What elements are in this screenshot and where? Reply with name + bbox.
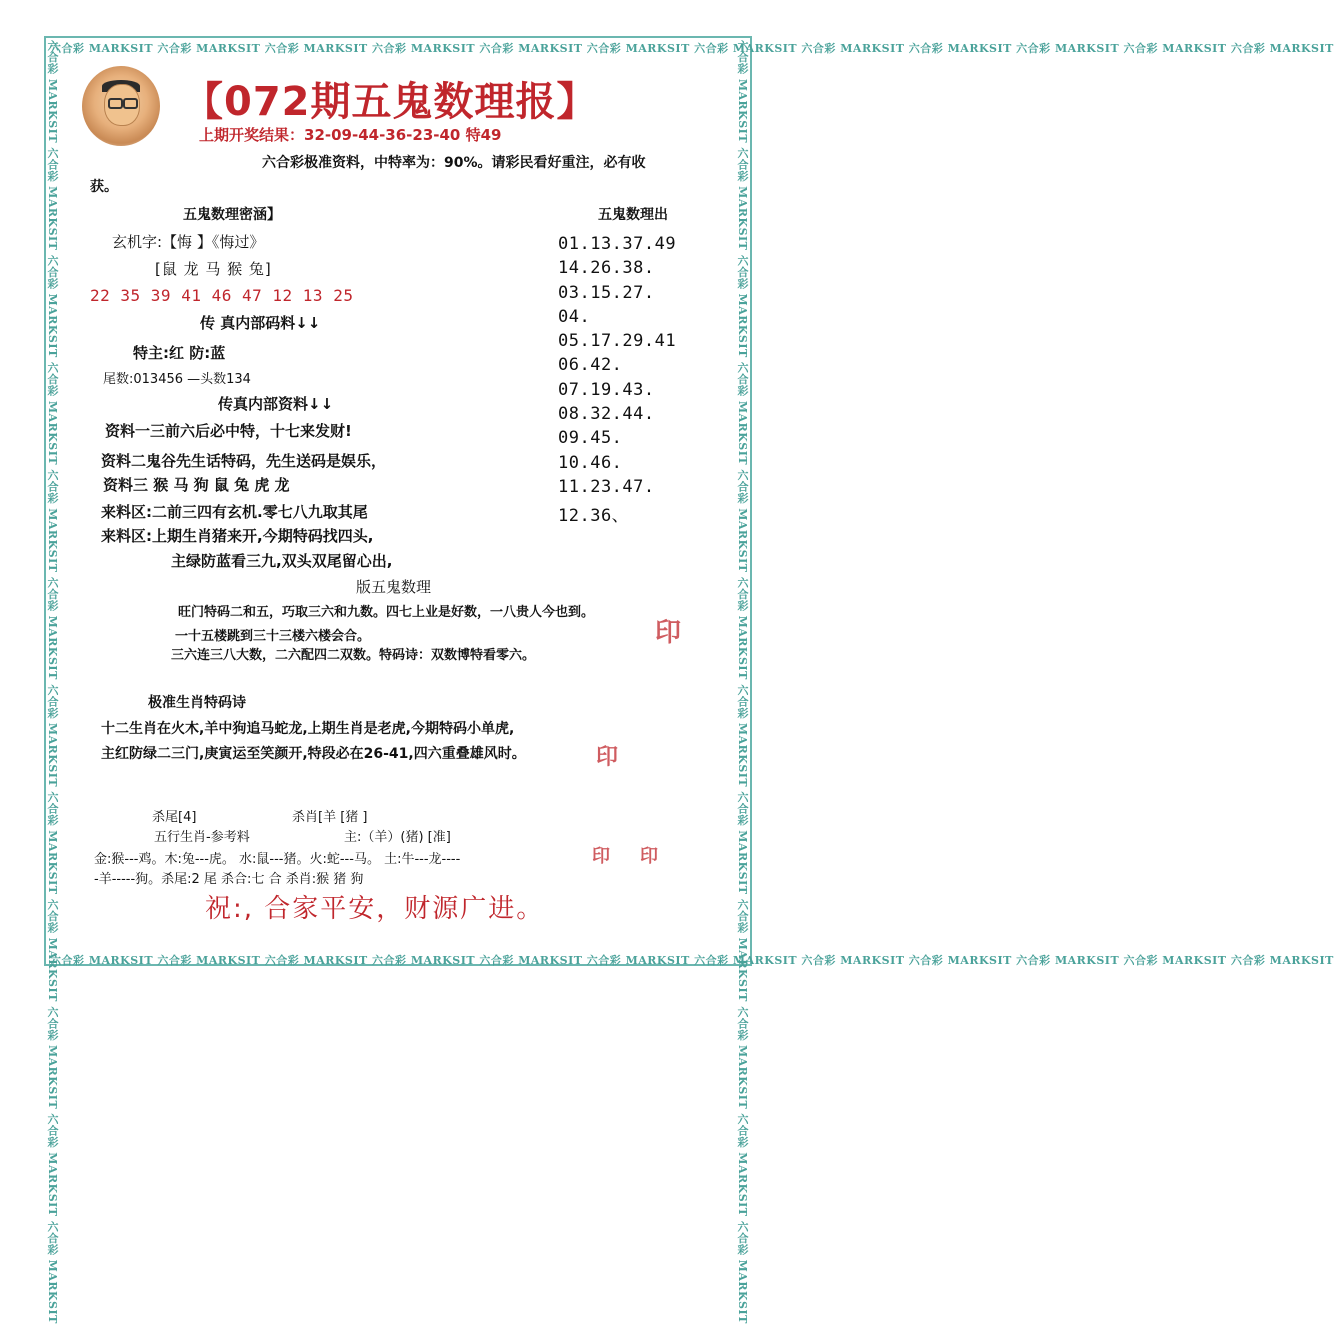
mystery-word: 玄机字:【悔 】《悔过》 — [112, 233, 265, 251]
red-seal-stamp-3: 印 — [592, 846, 610, 867]
elements-line-1: 金:猴---鸡。木:兔---虎。 水:鼠---猪。火:蛇---马。 土:牛---龙---- — [94, 852, 461, 867]
right-number-item: 09.45. — [558, 428, 623, 449]
red-seal-stamp-2: 印 — [596, 745, 619, 770]
right-number-item: 07.19.43. — [558, 379, 655, 400]
right-number-item: 03.15.27. — [558, 282, 655, 303]
wuxing-reference: 五行生肖-参考料 — [154, 830, 250, 845]
zodiac-poem-line-1: 十二生肖在火木,羊中狗追马蛇龙,上期生肖是老虎,今期特码小单虎, — [101, 721, 515, 737]
kill-zodiac: 杀肖[羊 [猪 ] — [292, 810, 368, 825]
intro-line-1: 六合彩极准资料，中特率为：90%。请彩民看好重注，必有收 — [262, 155, 646, 171]
portrait-glasses-right — [123, 98, 138, 109]
source-line-2: 来料区:上期生肖猪来开,今期特码找四头, — [101, 527, 374, 545]
number-row: 22 35 39 41 46 47 12 13 25 — [90, 286, 354, 305]
red-seal-stamp-4: 印 — [640, 846, 658, 867]
right-number-item: 08.32.44. — [558, 404, 655, 425]
last-result: 上期开奖结果：32-09-44-36-23-40 特49 — [199, 126, 502, 144]
fax-note-2: 传真内部资料↓↓ — [218, 395, 334, 413]
main-zodiac: 主:（羊）(猪) [准] — [344, 830, 451, 845]
zodiac-poem-title: 极准生肖特码诗 — [148, 695, 246, 711]
info-line-3: 资料三 猴 马 狗 鼠 兔 虎 龙 — [103, 476, 290, 494]
right-number-item: 05.17.29.41 — [558, 331, 677, 352]
poem-line-1: 旺门特码二和五，巧取三六和九数。四七上业是好数，一八贵人今也到。 — [178, 605, 595, 620]
right-number-item: 04. — [558, 306, 591, 327]
intro-line-2: 获。 — [90, 179, 118, 195]
tail-numbers: 尾数:013456 —头数134 — [103, 372, 251, 387]
source-line-3: 主绿防蓝看三九,双头双尾留心出, — [171, 552, 393, 570]
right-number-item: 01.13.37.49 — [558, 234, 677, 254]
kill-tail: 杀尾[4] — [152, 810, 197, 825]
right-number-item: 06.42. — [558, 355, 623, 376]
right-number-item: 14.26.38. — [558, 258, 655, 279]
border-text-bottom: 六合彩 MARKSIT 六合彩 MARKSIT 六合彩 MARKSIT 六合彩 MARKSIT 六合彩 MARKSIT 六合彩 MARKSIT 六合彩 MARKSIT 六合彩 MARKSIT 六合彩 MARKSIT 六合彩 MARKSIT 六合彩 MARKSIT 六合彩 MARKSIT — [50, 954, 1334, 967]
right-number-item: 11.23.47. — [558, 476, 655, 497]
zodiac-poem-line-2: 主红防绿二三门,庚寅运至笑颜开,特段必在26-41,四六重叠雄风时。 — [101, 746, 526, 762]
right-number-item: 12.36、 — [558, 506, 630, 527]
info-line-2: 资料二鬼谷先生话特码，先生送码是娱乐， — [101, 452, 387, 470]
poem-line-2: 一十五楼跳到三十三楼六楼会合。 — [175, 629, 371, 644]
border-text-top: 六合彩 MARKSIT 六合彩 MARKSIT 六合彩 MARKSIT 六合彩 MARKSIT 六合彩 MARKSIT 六合彩 MARKSIT 六合彩 MARKSIT 六合彩 MARKSIT 六合彩 MARKSIT 六合彩 MARKSIT 六合彩 MARKSIT 六合彩 MARKSIT — [50, 42, 1334, 55]
portrait-photo — [82, 66, 160, 146]
red-seal-stamp-1: 印 — [655, 618, 682, 648]
fax-note-1: 传 真内部码料↓↓ — [200, 314, 321, 332]
border-text-left: 六合彩 MARKSIT 六合彩 MARKSIT 六合彩 MARKSIT 六合彩 MARKSIT 六合彩 MARKSIT 六合彩 MARKSIT 六合彩 MARKSIT 六合彩 MARKSIT 六合彩 MARKSIT 六合彩 MARKSIT 六合彩 MARKSIT 六合彩 MARKSIT — [46, 40, 59, 1324]
portrait-glasses-left — [108, 98, 123, 109]
right-number-list — [558, 234, 676, 526]
poem-line-3: 三六连三八大数，二六配四二双数。特码诗：双数博特看零六。 — [171, 648, 536, 663]
source-line-1: 来料区:二前三四有玄机.零七八九取其尾 — [101, 503, 368, 521]
elements-line-2: -羊-----狗。杀尾:2 尾 杀合:七 合 杀肖:猴 猪 狗 — [94, 872, 364, 887]
special-main: 特主:红 防:蓝 — [133, 344, 226, 362]
page-title: 【072期五鬼数理报】 — [183, 79, 598, 125]
border-text-right: 六合彩 MARKSIT 六合彩 MARKSIT 六合彩 MARKSIT 六合彩 MARKSIT 六合彩 MARKSIT 六合彩 MARKSIT 六合彩 MARKSIT 六合彩 MARKSIT 六合彩 MARKSIT 六合彩 MARKSIT 六合彩 MARKSIT 六合彩 MARKSIT — [736, 40, 749, 1324]
right-number-item: 10.46. — [558, 452, 623, 473]
zodiac-list: [鼠 龙 马 猴 兔] — [155, 260, 272, 278]
blessing: 祝:, 合家平安，财源广进。 — [205, 894, 545, 924]
left-heading: 五鬼数理密涵】 — [183, 207, 281, 223]
version-label: 版五鬼数理 — [356, 578, 432, 596]
right-heading: 五鬼数理出 — [598, 207, 668, 223]
info-line-1: 资料一三前六后必中特，十七来发财! — [105, 422, 352, 440]
